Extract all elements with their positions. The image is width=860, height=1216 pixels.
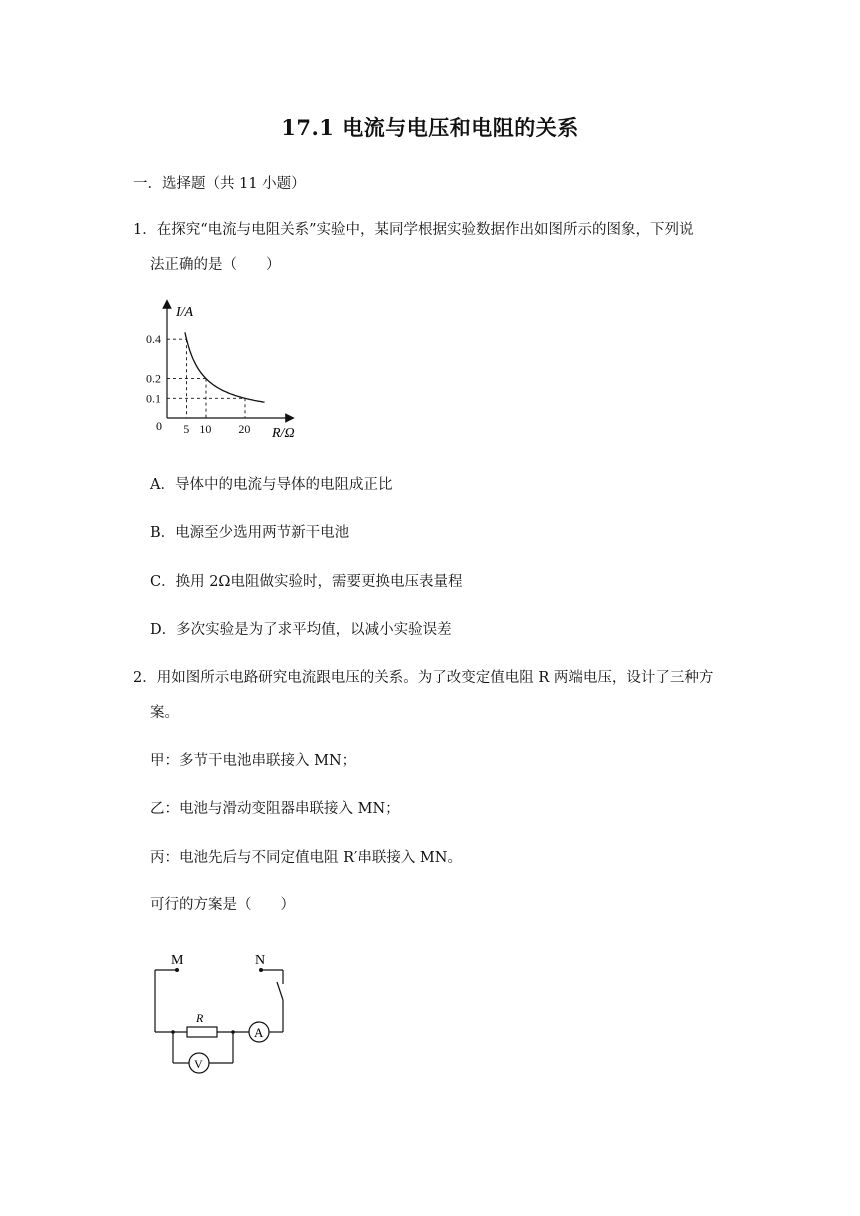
option-b: B．电源至少选用两节新干电池 xyxy=(150,525,350,541)
x-tick-label: 10 xyxy=(199,422,212,436)
resistor-symbol xyxy=(187,1027,217,1037)
label-n: N xyxy=(255,953,266,968)
junction-right xyxy=(231,1030,235,1034)
current-resistance-graph xyxy=(140,296,320,446)
option-c: C．换用 2Ω电阻做实验时，需要更换电压表量程 xyxy=(150,574,463,590)
y-tick-label: 0.4 xyxy=(146,332,161,347)
x-tick-label: 5 xyxy=(183,422,190,436)
page-title: 17.1 电流与电压和电阻的关系 xyxy=(281,115,579,140)
label-v: V xyxy=(194,1057,203,1071)
plan-jia: 甲：多节干电池串联接入 MN； xyxy=(150,753,357,769)
question-2-line-2: 案。 xyxy=(150,705,179,721)
junction-left xyxy=(171,1030,175,1034)
label-m: M xyxy=(171,953,184,968)
y-axis-label: I/A xyxy=(176,305,194,320)
question-1-line-1: 1．在探究“电流与电阻关系”实验中，某同学根据实验数据作出如图所示的图象，下列说 xyxy=(133,222,694,238)
label-r: R xyxy=(196,1011,204,1025)
option-a: A．导体中的电流与导体的电阻成正比 xyxy=(150,477,393,493)
origin-label: 0 xyxy=(156,419,162,433)
section-heading: 一．选择题（共 11 小题） xyxy=(133,176,306,192)
option-d: D．多次实验是为了求平均值，以减小实验误差 xyxy=(150,622,452,638)
question-2-prompt: 可行的方案是（ ） xyxy=(150,897,295,913)
terminal-n xyxy=(259,968,263,972)
label-a: A xyxy=(254,1025,264,1040)
circuit-diagram xyxy=(145,950,305,1080)
x-axis-label: R/Ω xyxy=(272,426,295,441)
question-2-line-1: 2．用如图所示电路研究电流跟电压的关系。为了改变定值电阻 R 两端电压，设计了三种方 xyxy=(133,670,714,686)
y-tick-label: 0.1 xyxy=(146,391,161,406)
plan-bing: 丙：电池先后与不同定值电阻 R′串联接入 MN。 xyxy=(150,850,462,866)
switch-symbol xyxy=(277,982,283,1000)
data-curve xyxy=(185,332,265,402)
terminal-m xyxy=(175,968,179,972)
question-1-line-2: 法正确的是（ ） xyxy=(150,257,281,273)
x-tick-label: 20 xyxy=(238,422,251,436)
y-tick-label: 0.2 xyxy=(146,371,161,386)
plan-yi: 乙：电池与滑动变阻器串联接入 MN； xyxy=(150,801,400,817)
